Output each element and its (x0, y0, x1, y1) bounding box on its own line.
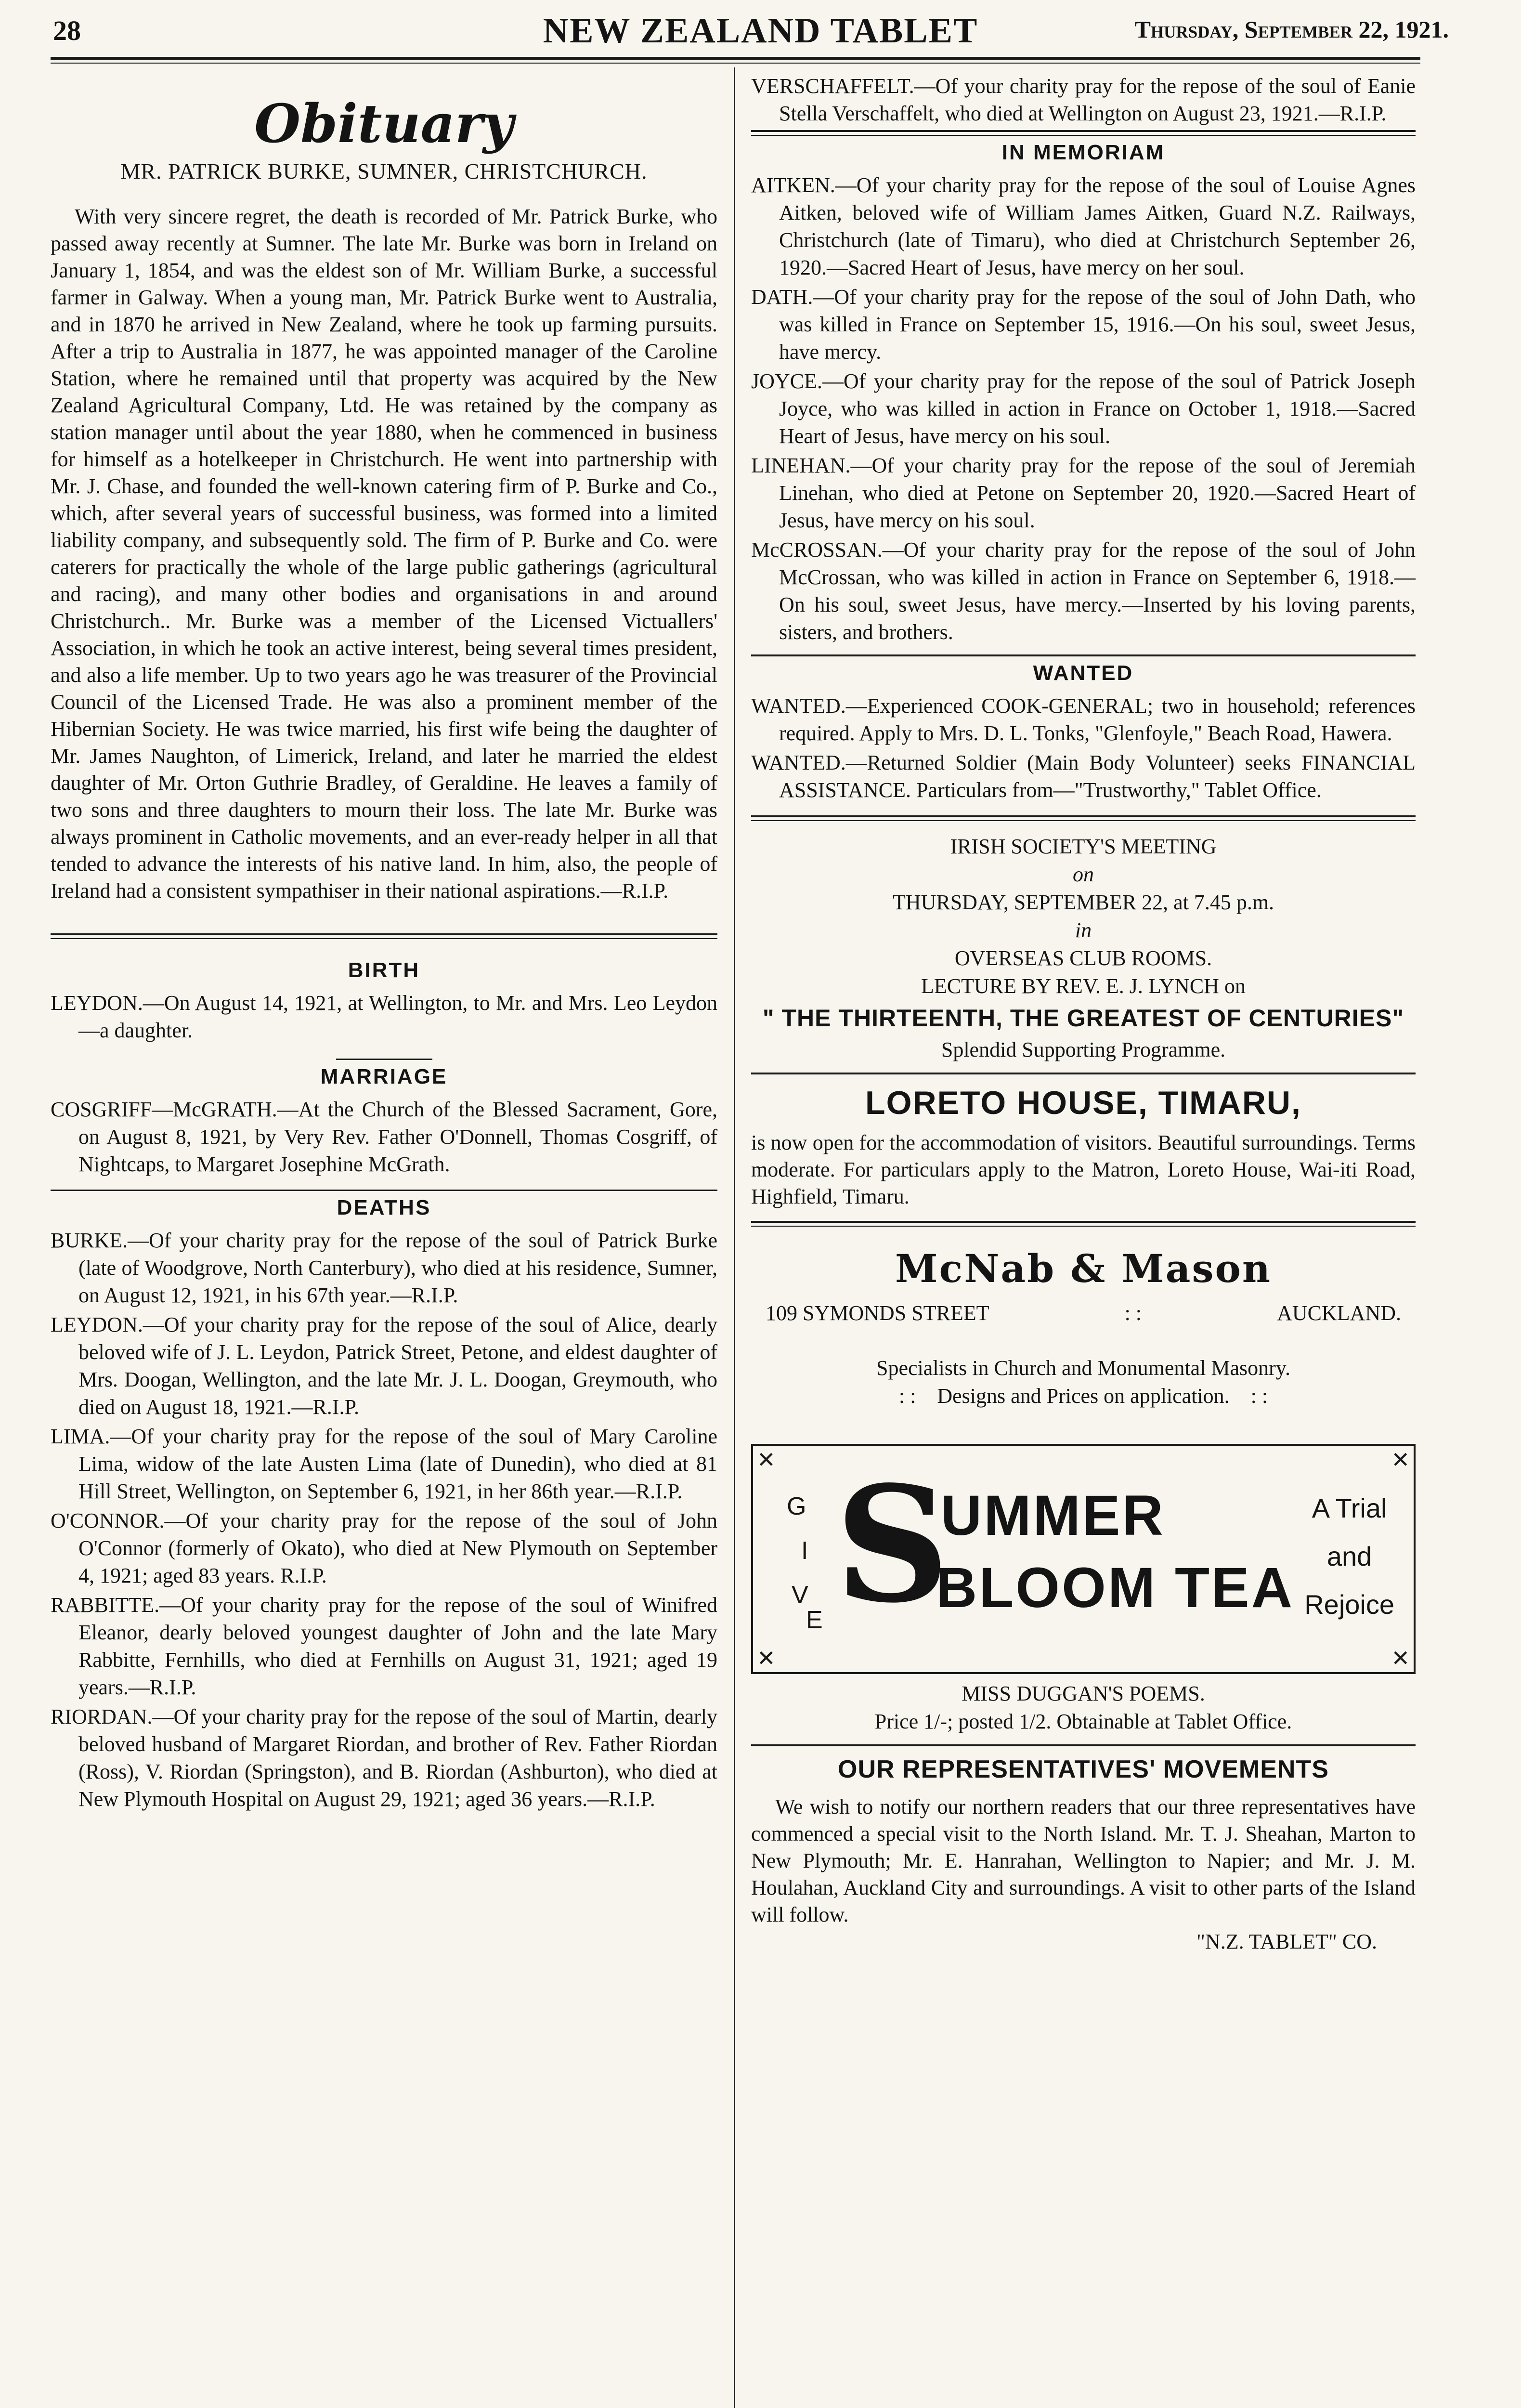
mcnab-city: AUCKLAND. (1277, 1301, 1401, 1325)
death-entry: BURKE.—Of your charity pray for the repose of the soul of Patrick Burke (late of Woodgrove, North Canterbury), who died at his residence, Sumner, on August 12, 1921, in his 67th year.—R.I.P. (51, 1229, 717, 1307)
section-rule (751, 654, 1416, 656)
irish-society-on: on (1073, 863, 1094, 886)
marriage-entry: COSGRIFF—McGRATH.—At the Church of the Blessed Sacrament, Gore, on August 8, 1921, by Very Rev. Father O'Donnell, Thomas Cosgriff, of Nightcaps, to Margaret Josephine McGrath. (51, 1098, 717, 1176)
irish-society-ad (751, 833, 1416, 1064)
obituary-heading: Obituary (254, 92, 514, 155)
memoriam-entry: LINEHAN.—Of your charity pray for the repose of the soul of Jeremiah Linehan, who died at Petone on September 20, 1920.—Sacred Heart of Jesus, have mercy on his soul. (751, 454, 1416, 532)
loreto-body: is now open for the accommodation of visitors. Beautiful surroundings. Terms moderate. For particulars apply to the Matron, Loreto House, Wai-iti Road, Highfield, Timaru. (751, 1131, 1416, 1208)
wanted-entry: WANTED.—Returned Soldier (Main Body Volunteer) seeks FINANCIAL ASSISTANCE. Particulars from—"Trustworthy," Tablet Office. (751, 751, 1416, 802)
irish-society-programme: Splendid Supporting Programme. (941, 1038, 1226, 1061)
in-memoriam-heading: IN MEMORIAM (1001, 141, 1165, 164)
tea-brand-line2: BLOOM TEA (936, 1556, 1294, 1620)
header-rule (51, 57, 1420, 60)
section-rule (751, 1744, 1416, 1746)
short-rule (336, 1059, 432, 1060)
marriage-heading: MARRIAGE (320, 1065, 448, 1088)
duggan-title: MISS DUGGAN'S POEMS. (962, 1682, 1205, 1705)
irish-society-venue: OVERSEAS CLUB ROOMS. (954, 946, 1212, 970)
tea-trial-line2: and (1326, 1541, 1372, 1571)
irish-society-lecture: LECTURE BY REV. E. J. LYNCH on (921, 974, 1246, 998)
duggan-line: Price 1/-; posted 1/2. Obtainable at Tablet Office. (874, 1710, 1292, 1733)
birth-entry: LEYDON.—On August 14, 1921, at Wellington, to Mr. and Mrs. Leo Leydon—a daughter. (51, 991, 717, 1042)
corner-ornament-icon: ✕ (1391, 1448, 1410, 1472)
tea-brand-line1: UMMER (941, 1484, 1165, 1547)
deaths-heading: DEATHS (337, 1196, 431, 1219)
wanted-heading: WANTED (1033, 661, 1134, 685)
memoriam-entry: JOYCE.—Of your charity pray for the repose of the soul of Patrick Joseph Joyce, who was killed in action in France on October 1, 1918.—Sacred Heart of Jesus, have mercy on his soul. (751, 369, 1416, 448)
mcnab-street: 109 SYMONDS STREET (766, 1301, 989, 1325)
mcnab-separator: : : (1124, 1301, 1142, 1325)
mcnab-line2: : : Designs and Prices on application. : : (898, 1384, 1268, 1408)
memoriam-entry: DATH.—Of your charity pray for the repose of the soul of John Dath, who was killed in France on September 15, 1916.—On his soul, sweet Jesus, have mercy. (751, 285, 1416, 364)
irish-society-topic: " THE THIRTEENTH, THE GREATEST OF CENTURIES" (762, 1005, 1404, 1032)
section-rule (751, 130, 1416, 136)
wanted-entry: WANTED.—Experienced COOK-GENERAL; two in household; references required. Apply to Mrs. D. L. Tonks, "Glenfoyle," Beach Road, Hawera. (751, 694, 1416, 745)
irish-society-title: IRISH SOCIETY'S MEETING (950, 835, 1217, 858)
tea-big-s: S (835, 1451, 950, 1638)
tea-give-letter: E (806, 1606, 823, 1634)
obituary-body: With very sincere regret, the death is recorded of Mr. Patrick Burke, who passed away recently at Sumner. The late Mr. Burke was born in Ireland on January 1, 1854, and was the eldest son of Mr. William Burke, a successful farmer in Galway. When a young man, Mr. Patrick Burke went to Australia, and in 1870 he arrived in New Zealand, where he took up farming pursuits. After a trip to Australia in 1877, he was appointed manager of the Caroline Station, where he remained until that property was acquired by the New Zealand Agricultural Company, Ltd. He was retained by the company as station manager until about the year 1880, when he commenced in business for himself as a hotelkeeper in Christchurch. He went into partnership with Mr. J. Chase, and founded the well-known catering firm of P. Burke and Co., which, after several years of successful business, was formed into a limited liability company, and subsequently sold. The firm of P. Burke and Co. were caterers for practically the whole of the large public gatherings (agricultural and racing), and many other bodies and organisations in and around Christchurch.. Mr. Burke was a member of the Licensed Victuallers' Association, in which he took an active interest, being several times president, and also a life member. Up to two years ago he was treasurer of the Provincial Council of the Licensed Trade. He was also a prominent member of the Hibernian Society. He was twice married, his first wife being the daughter of Mr. James Naughton, of Limerick, Ireland, and later he married the eldest daughter of Mr. Orton Guthrie Bradley, of Geraldine. He leaves a family of two sons and three daughters to mourn their loss. The late Mr. Burke was always prominent in Catholic movements, and an ever-ready helper in all that tended to advance the interests of his native land. In him, also, the people of Ireland had a consistent sympathiser in their national aspirations.—R.I.P. (51, 205, 717, 903)
issue-date: Thursday, September 22, 1921. (1134, 16, 1449, 43)
tea-trial-line1: A Trial (1312, 1493, 1387, 1523)
masthead-title: NEW ZEALAND TABLET (543, 11, 978, 51)
section-rule (751, 1073, 1416, 1074)
death-entry: RABBITTE.—Of your charity pray for the repose of the soul of Winifred Eleanor, dearly beloved youngest daughter of John and the late Mary Rabbitte, Fernhills, who died at Fernhills on August 31, 1921; aged 19 years.—R.I.P. (51, 1593, 717, 1699)
death-entry: RIORDAN.—Of your charity pray for the repose of the soul of Martin, dearly beloved husband of Margaret Riordan, and brother of Rev. Father Riordan (Ross), V. Riordan (Springston), and B. Riordan (Ashburton), who died at New Plymouth Hospital on August 29, 1921; aged 36 years.—R.I.P. (51, 1705, 717, 1811)
tea-trial (1304, 1484, 1394, 1629)
representatives-body: We wish to notify our northern readers that our three representatives have commenced a special visit to the North Island. Mr. T. J. Sheahan, Marton to New Plymouth; Mr. E. Hanrahan, Wellington to Napier; and Mr. J. M. Houlahan, Auckland City and surroundings. A visit to other parts of the Island will follow. (751, 1795, 1416, 1926)
mcnab-address (751, 1301, 1416, 1325)
memoriam-entry: AITKEN.—Of your charity pray for the repose of the soul of Louise Agnes Aitken, beloved wife of William James Aitken, Guard N.Z. Railways, Christchurch (late of Timaru), who died at Christchurch September 26, 1920.—Sacred Heart of Jesus, have mercy on her soul. (751, 173, 1416, 279)
memoriam-entry: McCROSSAN.—Of your charity pray for the repose of the soul of John McCrossan, who was killed in action in France on September 6, 1918.—On his soul, sweet Jesus, have mercy.—Inserted by his loving parents, sisters, and brothers. (751, 538, 1416, 644)
page-number: 28 (53, 15, 81, 46)
tea-brand (936, 1479, 1294, 1624)
representatives-heading: OUR REPRESENTATIVES' MOVEMENTS (838, 1755, 1329, 1783)
corner-ornament-icon: ✕ (1391, 1646, 1410, 1671)
tea-give (787, 1484, 823, 1642)
verschaffelt-entry: VERSCHAFFELT.—Of your charity pray for the repose of the soul of Eanie Stella Verschaffelt, who died at Wellington on August 23, 1921.—R.I.P. (751, 74, 1416, 125)
right-column (751, 72, 1416, 1955)
loreto-title: LORETO HOUSE, TIMARU, (865, 1085, 1301, 1121)
corner-ornament-icon: ✕ (757, 1646, 776, 1671)
section-rule (751, 815, 1416, 821)
mcnab-line1: Specialists in Church and Monumental Masonry. (876, 1356, 1290, 1380)
tea-trial-line3: Rejoice (1304, 1589, 1394, 1620)
corner-ornament-icon: ✕ (757, 1448, 776, 1472)
representatives-signature: "N.Z. TABLET" CO. (1196, 1930, 1377, 1953)
section-rule (51, 933, 717, 939)
obituary-subheading: MR. PATRICK BURKE, SUMNER, CHRISTCHURCH. (120, 159, 648, 183)
death-entry: LEYDON.—Of your charity pray for the repose of the soul of Alice, dearly beloved wife of J. L. Leydon, Patrick Street, Petone, and eldest daughter of Mrs. Doogan, Wellington, and the late Mr. J. L. Doogan, Greymouth, who died on August 18, 1921.—R.I.P. (51, 1313, 717, 1419)
mcnab-title: McNab & Mason (895, 1246, 1272, 1291)
death-entry: O'CONNOR.—Of your charity pray for the repose of the soul of John O'Connor (formerly of Okato), who died at New Plymouth on September 4, 1921; aged 83 years. R.I.P. (51, 1509, 717, 1587)
tea-give-letter: I (801, 1537, 808, 1565)
left-column (51, 77, 717, 1815)
summer-bloom-tea-ad (751, 1444, 1416, 1674)
section-rule (51, 1190, 717, 1191)
birth-heading: BIRTH (348, 958, 420, 982)
tea-give-letter: G (787, 1492, 806, 1520)
death-entry: LIMA.—Of your charity pray for the repose of the soul of Mary Caroline Lima, widow of the late Austen Lima (late of Dunedin), who died at 81 Hill Street, Wellington, on September 6, 1921, in her 86th year.—R.I.P. (51, 1425, 717, 1503)
header-rule-thin (51, 63, 1420, 64)
irish-society-date: THURSDAY, SEPTEMBER 22, at 7.45 p.m. (892, 890, 1274, 914)
irish-society-in: in (1075, 918, 1092, 942)
column-divider (734, 67, 735, 2408)
section-rule (751, 1221, 1416, 1227)
tea-give-letter: V (792, 1581, 808, 1609)
